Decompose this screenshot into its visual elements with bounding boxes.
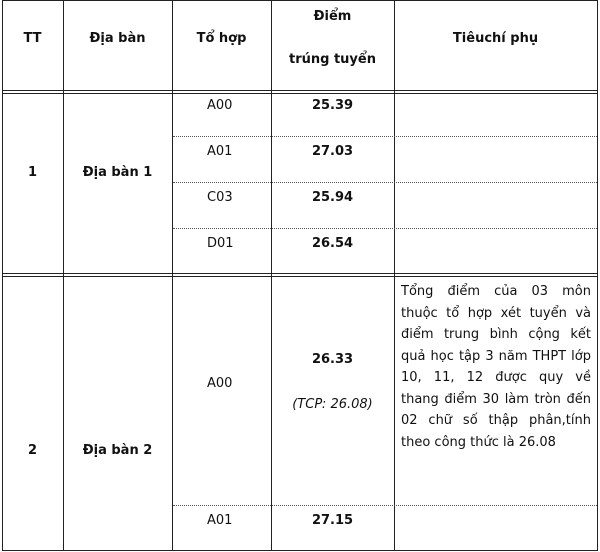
header-dia-ban: Địa bàn: [89, 31, 146, 46]
border-left: [2, 0, 3, 551]
combo-code: A00: [207, 376, 233, 391]
divider-diem: [394, 0, 395, 551]
row-number: 1: [27, 165, 38, 180]
divider-tt: [63, 0, 64, 551]
subrow-separator: [173, 136, 597, 137]
border-header-bottom-2: [2, 93, 598, 94]
border-top: [2, 0, 598, 1]
cutoff-score: 26.33: [311, 352, 354, 367]
header-diem-line1: Điểm: [313, 9, 352, 24]
cutoff-score: 27.03: [311, 144, 354, 159]
header-diem-line2: trúng tuyển: [289, 52, 376, 67]
divider-diaban: [172, 0, 173, 551]
divider-tohop: [271, 0, 272, 551]
border-row1-bottom: [2, 273, 598, 274]
combo-code: A01: [207, 513, 233, 528]
combo-code: C03: [207, 190, 233, 205]
cutoff-score: 25.39: [311, 98, 354, 113]
cutoff-score: 27.15: [311, 513, 354, 528]
border-row1-bottom-2: [2, 276, 598, 277]
header-tt: TT: [23, 31, 42, 46]
tiebreak-criteria-note: Tổng điểm của 03 môn thuộc tổ hợp xét tuyển và điểm trung bình cộng kết quả học tập 3 năm THPT lớp 10, 11, 12 được quy về thang điểm 30 làm tròn đến 02 chữ số thập phân,tính theo công thức là 26.08: [401, 284, 591, 450]
border-header-bottom: [2, 90, 598, 91]
tiebreak-score: (TCP: 26.08): [292, 397, 373, 412]
border-bottom: [2, 550, 598, 551]
header-tieu-chi-phu: Tiêuchí phụ: [452, 31, 539, 46]
subrow-separator: [173, 182, 597, 183]
combo-code: A00: [207, 98, 233, 113]
cutoff-score: 25.94: [311, 190, 354, 205]
combo-code: D01: [207, 236, 234, 251]
area-name: Địa bàn 1: [82, 165, 153, 180]
combo-code: A01: [207, 144, 233, 159]
area-name: Địa bàn 2: [82, 443, 153, 458]
subrow-separator: [173, 505, 597, 506]
cutoff-score: 26.54: [311, 236, 354, 251]
border-right: [597, 0, 598, 551]
subrow-separator: [173, 228, 597, 229]
row-number: 2: [27, 443, 38, 458]
header-to-hop: Tổ hợp: [196, 31, 247, 46]
